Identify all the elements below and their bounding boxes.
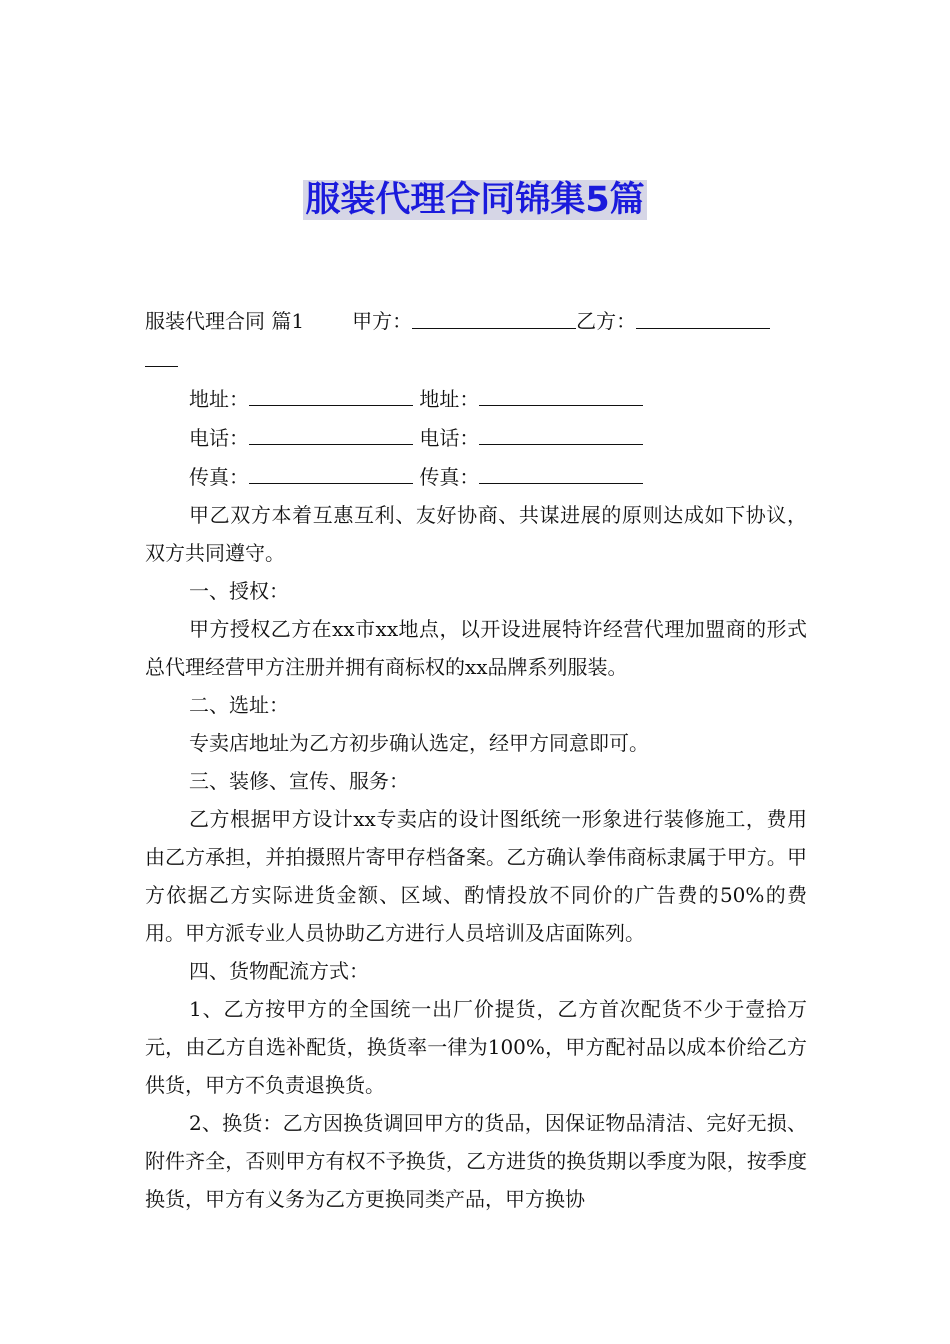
document-title (0, 178, 950, 222)
heading-decoration: 三、装修、宣传、服务： (189, 769, 409, 793)
contract-label: 服装代理合同 篇1 (145, 309, 305, 333)
phone-label-a: 电话： (189, 426, 249, 450)
fax-blank-a (249, 457, 413, 484)
field-row-fax (145, 457, 807, 496)
party-a-blank (412, 302, 576, 329)
paragraph-distribution-2: 2、换货：乙方因换货调回甲方的货品，因保证物品清洁、完好无损、附件齐全，否则甲方有权不予换货，乙方进货的换货期以季度为限，按季度换货，甲方有义务为乙方更换同类产品，甲方换协 (145, 1111, 807, 1211)
paragraph-site-selection: 专卖店地址为乙方初步确认选定，经甲方同意即可。 (189, 731, 649, 755)
party-b-blank (636, 302, 770, 329)
paragraph-intro: 甲乙双方本着互惠互利、友好协商、共谋进展的原则达成如下协议，双方共同遵守。 (145, 503, 807, 565)
phone-blank-a (249, 418, 413, 445)
address-blank-b (479, 379, 643, 406)
fax-blank-b (479, 457, 643, 484)
party-b-blank-continuation (145, 340, 807, 379)
phone-label-b: 电话： (419, 426, 480, 450)
field-row-address (145, 379, 807, 418)
title-text: 服装代理合同锦集5篇 (305, 180, 645, 220)
fax-label-a: 传真： (189, 465, 249, 489)
heading-distribution: 四、货物配流方式： (189, 959, 369, 983)
phone-blank-b (479, 418, 643, 445)
party-b-label: 乙方： (576, 309, 637, 333)
address-label-b: 地址： (419, 387, 480, 411)
document-body (145, 302, 807, 1218)
address-label-a: 地址： (189, 387, 249, 411)
heading-authorization: 一、授权： (189, 579, 289, 603)
fax-label-b: 传真： (419, 465, 480, 489)
paragraph-distribution-1: 1、乙方按甲方的全国统一出厂价提货，乙方首次配货不少于壹拾万元，由乙方自选补配货，换货率一律为100%，甲方配衬品以成本价给乙方供货，甲方不负责退换货。 (145, 997, 807, 1097)
field-row-phone (145, 418, 807, 457)
paragraph-decoration: 乙方根据甲方设计xx专卖店的设计图纸统一形象进行装修施工，费用由乙方承担，并拍摄照片寄甲存档备案。乙方确认拳伟商标隶属于甲方。甲方依据乙方实际进货金额、区域、酌情投放不同价的广告费的50%的费用。甲方派专业人员协助乙方进行人员培训及店面陈列。 (145, 807, 807, 945)
address-blank-a (249, 379, 413, 406)
heading-site-selection: 二、选址： (189, 693, 289, 717)
party-a-label: 甲方： (352, 309, 413, 333)
paragraph-authorization: 甲方授权乙方在xx市xx地点，以开设进展特许经营代理加盟商的形式总代理经营甲方注册并拥有商标权的xx品牌系列服装。 (145, 617, 807, 679)
contract-header-line (145, 302, 807, 340)
